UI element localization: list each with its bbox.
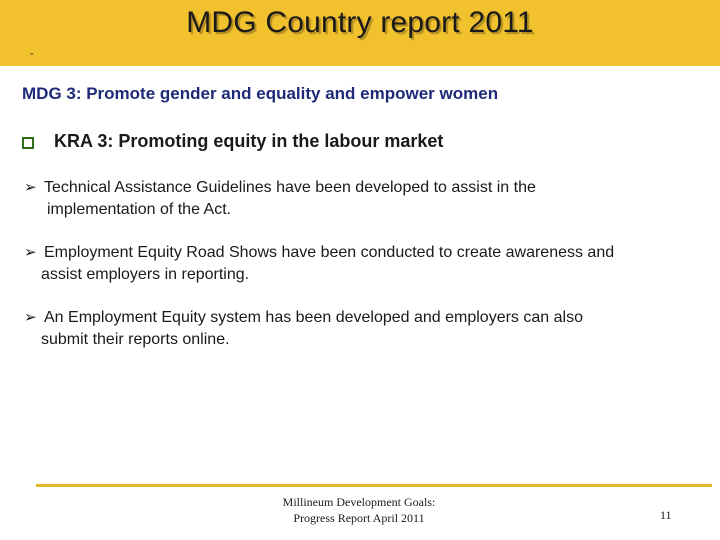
bullet-text-line: Employment Equity Road Shows have been conducted to create awareness and [44, 244, 615, 261]
bullet-item [22, 307, 702, 351]
bullet-text-line: submit their reports online. [41, 331, 230, 348]
footer-caption-line: Progress Report April 2011 [293, 511, 425, 525]
bullet-text-line: implementation of the Act. [47, 201, 232, 218]
bullet-item [22, 242, 702, 286]
arrow-bullet-icon: ➢ [24, 244, 37, 261]
kra-heading-text: KRA 3: Promoting equity in the labour market [54, 131, 444, 151]
kra-heading [22, 131, 443, 152]
page-number: 11 [660, 508, 672, 522]
title-decoration-mark: ˇ [30, 52, 34, 64]
hollow-square-bullet-icon [22, 137, 34, 149]
slide-subtitle: MDG 3: Promote gender and equality and empower women [22, 84, 499, 103]
bullet-text-line: An Employment Equity system has been developed and employers can also [44, 309, 583, 326]
bullet-item [22, 177, 702, 221]
arrow-bullet-icon: ➢ [24, 179, 37, 196]
slide-title: MDG Country report 2011 [186, 6, 534, 39]
footer-caption-line: Millineum Development Goals: [282, 495, 436, 509]
bullet-text-line: Technical Assistance Guidelines have been developed to assist in the [44, 179, 536, 196]
bullet-text-line: assist employers in reporting. [41, 266, 250, 283]
footer-rule [36, 484, 712, 487]
footer-caption [250, 494, 468, 526]
arrow-bullet-icon: ➢ [24, 309, 37, 326]
